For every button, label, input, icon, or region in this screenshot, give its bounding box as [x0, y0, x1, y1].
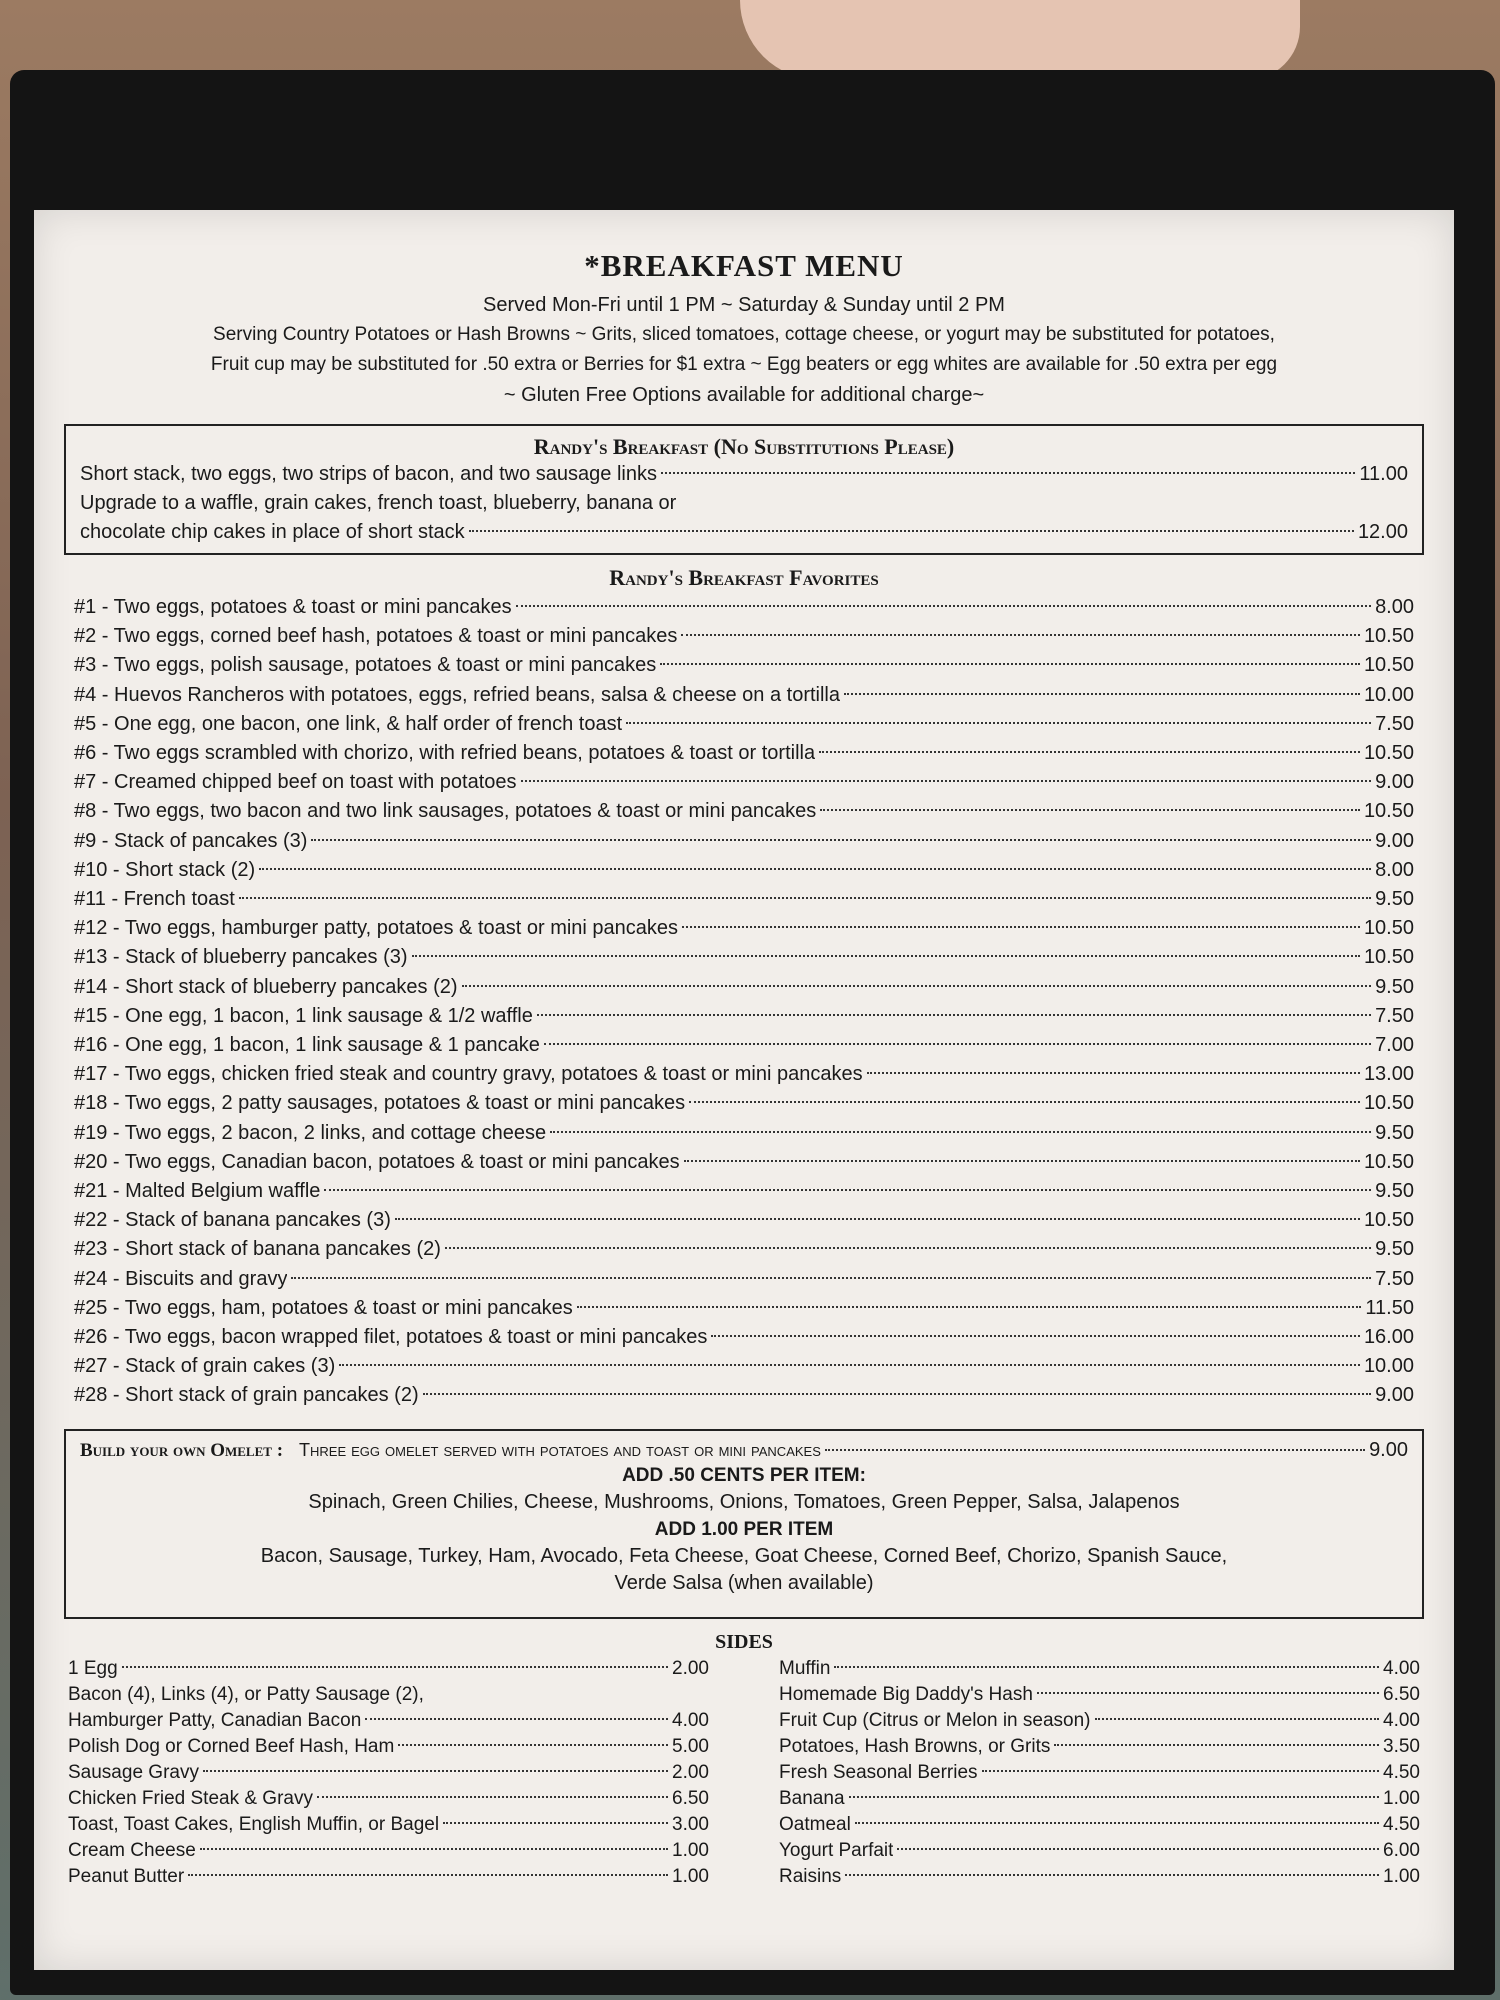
item-price: 3.50	[1383, 1735, 1420, 1757]
omelet-box	[64, 1429, 1424, 1619]
item-price: 10.50	[1363, 800, 1414, 823]
leader-dots	[339, 1364, 1360, 1366]
leader-dots	[845, 1874, 1379, 1876]
item-price: 10.00	[1363, 683, 1414, 706]
leader-dots	[537, 1014, 1371, 1016]
item-desc: Sausage Gravy	[68, 1761, 199, 1783]
menu-item	[74, 1381, 1414, 1410]
omelet-header	[80, 1439, 1408, 1462]
item-price: 7.50	[1375, 1267, 1414, 1290]
menu-item	[74, 973, 1414, 1002]
item-desc: #16 - One egg, 1 bacon, 1 link sausage & 1 pancake	[74, 1034, 540, 1057]
side-item	[779, 1786, 1420, 1812]
item-desc: #4 - Huevos Rancheros with potatoes, eggs, refried beans, salsa & cheese on a tortilla	[74, 683, 840, 706]
menu-item	[80, 518, 1408, 547]
item-desc: Muffin	[779, 1657, 831, 1679]
leader-dots	[684, 1160, 1360, 1162]
add-100-items: Bacon, Sausage, Turkey, Ham, Avocado, Feta Cheese, Goat Cheese, Corned Beef, Chorizo, Spanish Sauce,	[260, 1544, 1228, 1567]
sides-right-column	[779, 1656, 1420, 1890]
leader-dots	[544, 1043, 1371, 1045]
menu-item	[74, 1206, 1414, 1235]
item-desc: Short stack, two eggs, two strips of bacon, and two sausage links	[80, 463, 657, 485]
item-price: 9.50	[1375, 1121, 1414, 1144]
sides-left-rest	[68, 1734, 709, 1890]
sides-title: SIDES	[715, 1630, 773, 1653]
omelet-desc: Three egg omelet served with potatoes and toast or mini pancakes	[299, 1439, 821, 1460]
item-desc: #15 - One egg, 1 bacon, 1 link sausage & 1/2 waffle	[74, 1004, 533, 1027]
leader-dots	[203, 1770, 668, 1772]
leader-dots	[855, 1822, 1379, 1824]
menu-item	[74, 1148, 1414, 1177]
omelet-title: Build your own Omelet :	[80, 1439, 284, 1461]
menu-holder	[10, 70, 1495, 1995]
item-desc: Potatoes, Hash Browns, or Grits	[779, 1735, 1051, 1757]
add-50-items: Spinach, Green Chilies, Cheese, Mushrooms, Onions, Tomatoes, Green Pepper, Salsa, Jalapenos	[308, 1490, 1180, 1513]
leader-dots	[660, 663, 1360, 665]
leader-dots	[681, 634, 1360, 636]
item-desc: Raisins	[779, 1865, 842, 1887]
leader-dots	[834, 1666, 1379, 1668]
item-price: 1.00	[672, 1839, 709, 1861]
leader-dots	[443, 1822, 668, 1824]
item-price: 4.50	[1383, 1761, 1420, 1783]
item-desc: Oatmeal	[779, 1813, 851, 1835]
item-price: 9.00	[1375, 1384, 1414, 1407]
leader-dots	[317, 1796, 668, 1798]
item-price: 10.50	[1363, 654, 1414, 677]
intro-line: ~ Gluten Free Options available for additional charge~	[503, 384, 985, 406]
leader-dots	[819, 751, 1360, 753]
menu-item	[74, 797, 1414, 826]
leader-dots	[626, 722, 1371, 724]
item-price: 8.00	[1375, 858, 1414, 881]
menu-item	[74, 827, 1414, 856]
item-price: 12.00	[1357, 521, 1408, 543]
item-price: 1.00	[1383, 1787, 1420, 1809]
menu-title: *BREAKFAST MENU	[584, 248, 904, 283]
menu-item	[74, 1002, 1414, 1031]
leader-dots	[395, 1218, 1360, 1220]
item-desc: #26 - Two eggs, bacon wrapped filet, potatoes & toast or mini pancakes	[74, 1326, 708, 1349]
menu-item	[74, 1031, 1414, 1060]
menu-item	[74, 739, 1414, 768]
item-desc: #28 - Short stack of grain pancakes (2)	[74, 1384, 419, 1407]
item-desc: #7 - Creamed chipped beef on toast with potatoes	[74, 771, 517, 794]
sides-columns	[68, 1656, 1420, 1890]
item-price: 7.50	[1375, 1004, 1414, 1027]
item-price: 2.00	[672, 1657, 709, 1679]
leader-dots	[324, 1189, 1371, 1191]
omelet-price: 9.00	[1369, 1438, 1408, 1461]
item-desc: #25 - Two eggs, ham, potatoes & toast or mini pancakes	[74, 1296, 573, 1319]
item-desc: Peanut Butter	[68, 1865, 185, 1887]
leader-dots	[849, 1796, 1380, 1798]
item-price: 9.00	[1375, 829, 1414, 852]
side-item	[779, 1838, 1420, 1864]
leader-dots	[711, 1335, 1360, 1337]
leader-dots	[291, 1277, 1371, 1279]
leader-dots	[577, 1306, 1362, 1308]
item-price: 7.50	[1375, 712, 1414, 735]
item-desc: #12 - Two eggs, hamburger patty, potatoes & toast or mini pancakes	[74, 917, 679, 940]
leader-dots	[122, 1666, 668, 1668]
side-item	[68, 1812, 709, 1838]
item-price: 6.50	[672, 1787, 709, 1809]
favorites-list	[74, 593, 1414, 1411]
menu-item	[74, 622, 1414, 651]
item-price: 9.50	[1375, 888, 1414, 911]
menu-item	[74, 885, 1414, 914]
add-100-title: ADD 1.00 PER ITEM	[654, 1518, 834, 1540]
side-item	[779, 1656, 1420, 1682]
menu-item	[74, 593, 1414, 622]
item-desc: Cream Cheese	[68, 1839, 196, 1861]
item-desc: Banana	[779, 1787, 845, 1809]
item-desc: #19 - Two eggs, 2 bacon, 2 links, and cottage cheese	[74, 1121, 547, 1144]
item-price: 10.50	[1363, 625, 1414, 648]
menu-item	[74, 1089, 1414, 1118]
randys-breakfast-title: Randy's Breakfast (No Substitutions Please)	[533, 434, 955, 459]
item-desc: #9 - Stack of pancakes (3)	[74, 829, 308, 852]
leader-dots	[820, 809, 1360, 811]
leader-dots	[689, 1101, 1360, 1103]
item-price: 6.00	[1383, 1839, 1420, 1861]
item-desc: chocolate chip cakes in place of short stack	[80, 521, 465, 543]
item-desc: #10 - Short stack (2)	[74, 858, 256, 881]
leader-dots	[412, 955, 1360, 957]
item-desc: #14 - Short stack of blueberry pancakes (2)	[74, 975, 458, 998]
leader-dots	[445, 1247, 1371, 1249]
item-price: 10.50	[1363, 742, 1414, 765]
menu-item	[74, 1177, 1414, 1206]
item-price: 9.50	[1375, 1238, 1414, 1261]
leader-dots	[867, 1072, 1360, 1074]
intro-line: Fruit cup may be substituted for .50 extra or Berries for $1 extra ~ Egg beaters or egg whites are available for .50 extra per egg	[210, 354, 1278, 375]
intro-line: Serving Country Potatoes or Hash Browns ~ Grits, sliced tomatoes, cottage cheese, or yogurt may be substituted for potatoes,	[213, 324, 1275, 345]
item-price: 9.50	[1375, 975, 1414, 998]
item-desc: #1 - Two eggs, potatoes & toast or mini pancakes	[74, 596, 512, 618]
item-price: 8.00	[1375, 596, 1414, 618]
side-item	[779, 1682, 1420, 1708]
item-desc: #17 - Two eggs, chicken fried steak and country gravy, potatoes & toast or mini pancakes	[74, 1063, 863, 1086]
side-item	[779, 1734, 1420, 1760]
item-price: 11.00	[1359, 463, 1408, 485]
menu-item-line	[80, 489, 1408, 518]
item-price: 6.50	[1383, 1683, 1420, 1705]
menu-item	[74, 681, 1414, 710]
item-price: 10.50	[1363, 1092, 1414, 1115]
item-desc: #2 - Two eggs, corned beef hash, potatoes & toast or mini pancakes	[74, 625, 678, 648]
randys-breakfast-box	[64, 424, 1424, 555]
leader-dots	[982, 1770, 1379, 1772]
side-item	[68, 1864, 709, 1890]
leader-dots	[1054, 1744, 1379, 1746]
side-item-line: Bacon (4), Links (4), or Patty Sausage (2),	[68, 1683, 424, 1705]
leader-dots	[259, 868, 1371, 870]
item-price: 4.00	[1383, 1657, 1420, 1679]
add-50-title: ADD .50 CENTS PER ITEM:	[622, 1464, 866, 1486]
add-100-items: Verde Salsa (when available)	[614, 1571, 874, 1594]
leader-dots	[365, 1718, 668, 1720]
menu-item	[74, 1119, 1414, 1148]
item-price: 10.00	[1363, 1355, 1414, 1378]
side-item	[68, 1786, 709, 1812]
item-desc: Polish Dog or Corned Beef Hash, Ham	[68, 1735, 395, 1757]
menu-item	[74, 943, 1414, 972]
menu-item	[74, 914, 1414, 943]
item-desc: #27 - Stack of grain cakes (3)	[74, 1355, 336, 1378]
item-desc: #24 - Biscuits and gravy	[74, 1267, 288, 1290]
side-item	[68, 1656, 709, 1682]
menu-item	[74, 1294, 1414, 1323]
side-item	[779, 1760, 1420, 1786]
leader-dots	[239, 897, 1371, 899]
favorites-title: Randy's Breakfast Favorites	[609, 565, 879, 590]
item-price: 10.50	[1363, 946, 1414, 969]
leader-dots	[897, 1848, 1379, 1850]
item-price: 9.50	[1375, 1180, 1414, 1203]
item-price: 5.00	[672, 1735, 709, 1757]
intro-line: Served Mon-Fri until 1 PM ~ Saturday & Sunday until 2 PM	[483, 294, 1005, 316]
item-desc: Homemade Big Daddy's Hash	[779, 1683, 1033, 1705]
item-desc: #20 - Two eggs, Canadian bacon, potatoes & toast or mini pancakes	[74, 1150, 680, 1173]
leader-dots	[1037, 1692, 1379, 1694]
menu-item	[74, 768, 1414, 797]
item-desc: Chicken Fried Steak & Gravy	[68, 1787, 313, 1809]
item-desc: #11 - French toast	[74, 888, 235, 911]
leader-dots	[311, 839, 1371, 841]
side-item	[68, 1708, 709, 1734]
menu-page	[34, 210, 1454, 1970]
item-desc: Upgrade to a waffle, grain cakes, french toast, blueberry, banana or	[80, 492, 677, 514]
menu-item	[74, 710, 1414, 739]
item-price: 10.50	[1363, 917, 1414, 940]
leader-dots	[462, 985, 1372, 987]
menu-item	[74, 1323, 1414, 1352]
menu-intro	[74, 290, 1414, 410]
item-price: 16.00	[1363, 1326, 1414, 1349]
leader-dots	[825, 1449, 1365, 1451]
leader-dots	[423, 1393, 1371, 1395]
side-item	[68, 1760, 709, 1786]
item-price: 13.00	[1363, 1063, 1414, 1086]
item-desc: Fruit Cup (Citrus or Melon in season)	[779, 1709, 1091, 1731]
item-price: 4.50	[1383, 1813, 1420, 1835]
item-desc: #13 - Stack of blueberry pancakes (3)	[74, 946, 408, 969]
menu-item	[74, 1235, 1414, 1264]
item-price: 3.00	[672, 1813, 709, 1835]
side-item	[68, 1734, 709, 1760]
item-price: 1.00	[672, 1865, 709, 1887]
item-price: 4.00	[1383, 1709, 1420, 1731]
leader-dots	[200, 1848, 668, 1850]
holding-hand	[740, 0, 1300, 80]
item-desc: #18 - Two eggs, 2 patty sausages, potatoes & toast or mini pancakes	[74, 1092, 686, 1115]
menu-item	[74, 856, 1414, 885]
item-price: 7.00	[1375, 1034, 1414, 1057]
menu-item	[74, 1352, 1414, 1381]
sides-left-column	[68, 1656, 709, 1890]
item-price: 10.50	[1363, 1209, 1414, 1232]
item-desc: #6 - Two eggs scrambled with chorizo, with refried beans, potatoes & toast or tortilla	[74, 742, 816, 765]
menu-item	[80, 460, 1408, 489]
item-desc: Toast, Toast Cakes, English Muffin, or Bagel	[68, 1813, 440, 1835]
menu-item	[74, 1265, 1414, 1294]
leader-dots	[469, 530, 1354, 532]
item-price: 11.50	[1365, 1296, 1414, 1319]
item-desc: #23 - Short stack of banana pancakes (2)	[74, 1238, 441, 1261]
item-desc: Fresh Seasonal Berries	[779, 1761, 978, 1783]
side-item	[779, 1864, 1420, 1890]
leader-dots	[1095, 1718, 1380, 1720]
item-desc: #21 - Malted Belgium waffle	[74, 1180, 321, 1203]
side-item	[779, 1708, 1420, 1734]
item-price: 1.00	[1383, 1865, 1420, 1887]
leader-dots	[516, 605, 1371, 607]
leader-dots	[188, 1874, 668, 1876]
item-price: 9.00	[1375, 771, 1414, 794]
leader-dots	[398, 1744, 668, 1746]
item-desc: #22 - Stack of banana pancakes (3)	[74, 1209, 391, 1232]
menu-item	[74, 651, 1414, 680]
item-desc: 1 Egg	[68, 1657, 118, 1679]
item-desc: #3 - Two eggs, polish sausage, potatoes & toast or mini pancakes	[74, 654, 657, 677]
item-price: 2.00	[672, 1761, 709, 1783]
item-desc: #5 - One egg, one bacon, one link, & half order of french toast	[74, 712, 623, 735]
leader-dots	[550, 1131, 1371, 1133]
menu-item	[74, 1060, 1414, 1089]
leader-dots	[844, 693, 1360, 695]
leader-dots	[661, 472, 1355, 474]
side-item	[68, 1838, 709, 1864]
item-desc: Yogurt Parfait	[779, 1839, 894, 1861]
item-price: 10.50	[1363, 1150, 1414, 1173]
side-item	[779, 1812, 1420, 1838]
leader-dots	[521, 780, 1372, 782]
item-desc: Hamburger Patty, Canadian Bacon	[68, 1709, 362, 1731]
item-price: 4.00	[672, 1709, 709, 1731]
leader-dots	[682, 926, 1360, 928]
item-desc: #8 - Two eggs, two bacon and two link sausages, potatoes & toast or mini pancakes	[74, 800, 817, 823]
